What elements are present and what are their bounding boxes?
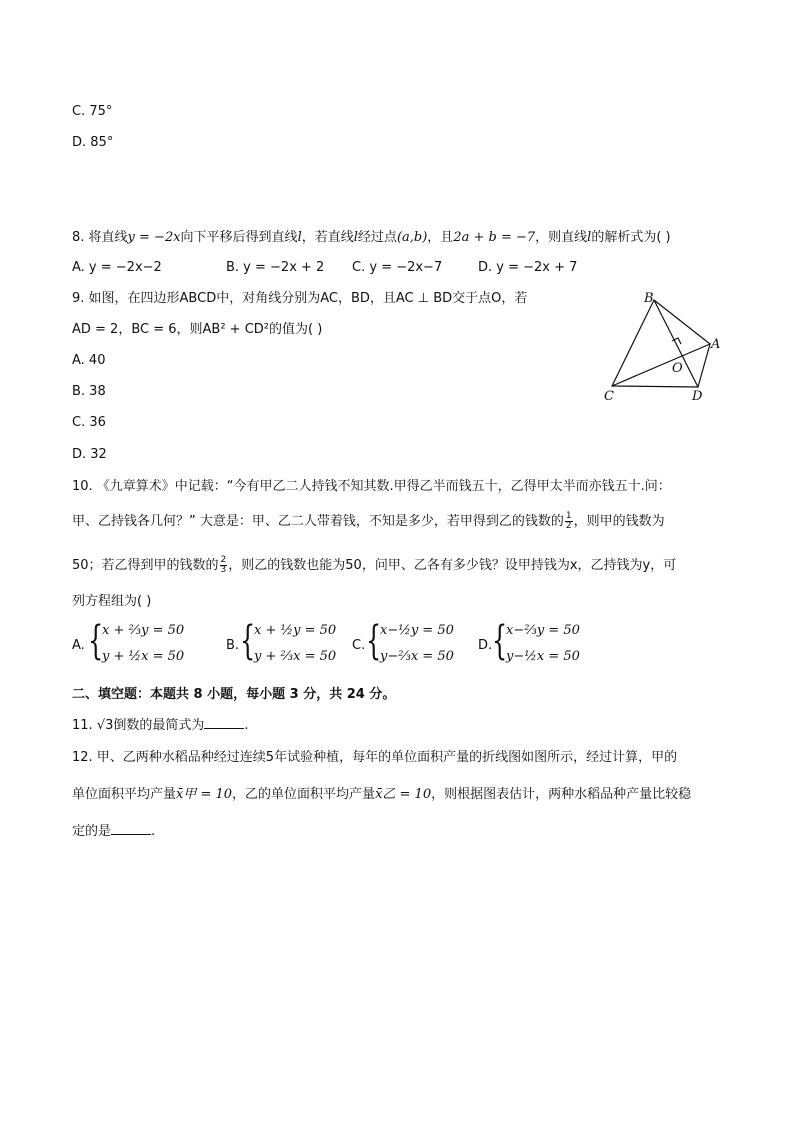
q10-option-b-label: B. xyxy=(226,638,240,653)
q8-stem-text: 经过点 xyxy=(357,230,397,245)
q8-equation: y = −2x xyxy=(127,230,181,245)
q8-stem-text: 向下平移后得到直线 xyxy=(180,230,298,245)
fraction-one-half xyxy=(565,512,573,531)
q12-text: ，乙的单位面积平均产量 xyxy=(232,787,376,802)
label-c: C xyxy=(604,389,614,404)
q10-text: 50；若乙得到甲的钱数的 xyxy=(72,558,219,573)
q8-stem-text: 8. 将直线 xyxy=(72,230,128,245)
q7-option-c: C. 75° xyxy=(72,104,113,119)
equation-row: y + ½x = 50 xyxy=(102,649,185,664)
q10-stem-line3 xyxy=(72,556,676,575)
q10-text: ，则乙的钱数也能为50，问甲、乙各有多少钱？设甲持钱为x，乙持钱为y，可 xyxy=(228,558,677,573)
q10-stem-line2 xyxy=(72,512,665,531)
frac-num: 2 xyxy=(220,555,227,565)
q10-stem-line1: 10. 《九章算术》中记载：“今有甲乙二人持钱不知其数.甲得乙半而钱五十，乙得甲太半而亦钱五十.问： xyxy=(72,479,671,494)
label-a: A xyxy=(711,337,721,352)
q12-stem-line2 xyxy=(72,786,691,804)
q10-option-a-label: A. xyxy=(72,638,85,653)
q12-period: . xyxy=(151,824,156,839)
q11-text: 倒数的最简式为 xyxy=(113,718,205,733)
q8-condition: 2a + b = −7 xyxy=(453,230,536,245)
equation-row: x−½y = 50 xyxy=(380,623,454,638)
q12-text: 单位面积平均产量 xyxy=(72,787,177,802)
equation-row: x + ½y = 50 xyxy=(254,623,337,638)
q8-stem-text: 的解析式为( ) xyxy=(591,230,671,245)
equation-row: y−½x = 50 xyxy=(506,649,580,664)
q8-option-d: D. y = −2x + 7 xyxy=(478,260,578,275)
brace-icon: { xyxy=(492,618,508,664)
equation-row: x−⅔y = 50 xyxy=(506,623,580,638)
label-b: B xyxy=(644,291,654,306)
brace-icon: { xyxy=(240,618,256,664)
frac-den: 3 xyxy=(220,565,227,575)
q9-option-c: C. 36 xyxy=(72,415,106,430)
q8-option-a: A. y = −2x−2 xyxy=(72,260,162,275)
q8-line-l: l xyxy=(587,230,592,245)
q10-stem-line4: 列方程组为( ) xyxy=(72,594,152,609)
q10-text: 甲、乙持钱各几何？” 大意是：甲、乙二人带着钱，不知是多少，若甲得到乙的钱数的 xyxy=(72,514,564,529)
q8-line-l: l xyxy=(297,230,302,245)
q8-option-b: B. y = −2x + 2 xyxy=(226,260,325,275)
q8-stem-text: ，且 xyxy=(427,230,454,245)
section-heading: 二、填空题：本题共 8 小题，每小题 3 分，共 24 分。 xyxy=(72,687,396,702)
q11-period: . xyxy=(244,718,249,733)
label-o: O xyxy=(672,361,683,376)
diagonal-ac xyxy=(612,344,710,386)
mean-yi: x̄乙 = 10 xyxy=(375,787,432,802)
equation-row: y + ⅔x = 50 xyxy=(254,649,337,664)
q10-option-c-label: C. xyxy=(352,638,366,653)
q8-point: (a,b) xyxy=(396,230,428,245)
q10-option-d-label: D. xyxy=(478,638,493,653)
q8-stem-text: ，若直线 xyxy=(301,230,354,245)
q8-stem-text: ，则直线 xyxy=(535,230,588,245)
q8-line-l: l xyxy=(353,230,358,245)
q9-quadrilateral-figure xyxy=(596,288,726,406)
q10-text: ，则甲的钱数为 xyxy=(573,514,665,529)
equation-row: y−⅔x = 50 xyxy=(380,649,454,664)
q12-text: 定的是 xyxy=(72,824,112,839)
sqrt-expression: √3 xyxy=(96,718,114,733)
q9-stem-line2: AD = 2，BC = 6，则AB² + CD²的值为( ) xyxy=(72,322,323,337)
mean-jia: x̄甲 = 10 xyxy=(176,787,233,802)
brace-icon: { xyxy=(366,618,382,664)
q7-option-d: D. 85° xyxy=(72,135,114,150)
equation-row: x + ⅔y = 50 xyxy=(102,623,185,638)
q11-number: 11. xyxy=(72,718,97,733)
q8-option-c: C. y = −2x−7 xyxy=(352,260,443,275)
q9-option-b: B. 38 xyxy=(72,384,106,399)
frac-den: 2 xyxy=(565,521,572,531)
q11-stem xyxy=(72,716,249,735)
frac-num: 1 xyxy=(565,511,572,521)
label-d: D xyxy=(692,389,703,404)
brace-icon: { xyxy=(88,618,104,664)
answer-blank[interactable] xyxy=(111,822,151,835)
q9-stem-line1: 9. 如图，在四边形ABCD中，对角线分别为AC，BD，且AC ⊥ BD交于点O，若 xyxy=(72,291,528,306)
q12-stem-line3 xyxy=(72,822,155,841)
answer-blank[interactable] xyxy=(204,716,244,729)
q12-stem-line1: 12. 甲、乙两种水稻品种经过连续5年试验种植，每年的单位面积产量的折线图如图所示，经过计算，甲的 xyxy=(72,750,678,765)
q9-option-d: D. 32 xyxy=(72,447,107,462)
fraction-two-thirds xyxy=(220,556,228,575)
q8-stem xyxy=(72,229,671,247)
q12-text: ，则根据图表估计，两种水稻品种产量比较稳 xyxy=(431,787,692,802)
q9-option-a: A. 40 xyxy=(72,353,106,368)
